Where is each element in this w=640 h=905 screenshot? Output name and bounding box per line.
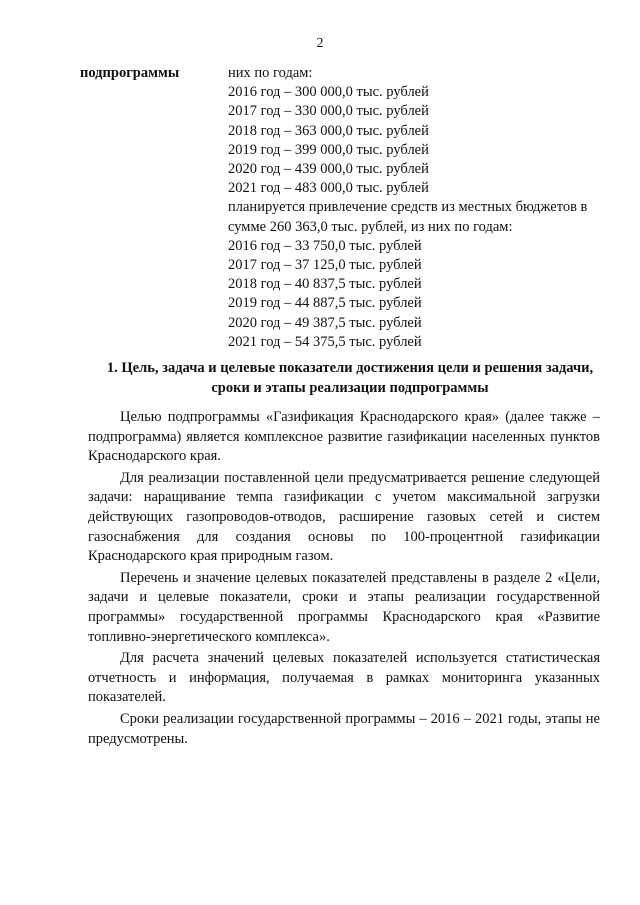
local-funding-line: 2016 год – 33 750,0 тыс. рублей	[228, 237, 422, 254]
regional-funding-line: 2019 год – 399 000,0 тыс. рублей	[228, 141, 429, 158]
paragraph-goal: Целью подпрограммы «Газификация Краснодарского края» (далее также – подпрограмма) является комплексное развитие газификации населенных пунктов Краснодарского края.	[88, 409, 600, 465]
passport-row-values	[228, 64, 610, 352]
regional-funding-line: 2020 год – 439 000,0 тыс. рублей	[228, 161, 429, 178]
regional-funding-line: 2016 год – 300 000,0 тыс. рублей	[228, 84, 429, 101]
section-body	[88, 408, 600, 751]
regional-funding-line: 2018 год – 363 000,0 тыс. рублей	[228, 122, 429, 139]
local-funding-line: 2020 год – 49 387,5 тыс. рублей	[228, 314, 422, 331]
regional-funding-line: 2021 год – 483 000,0 тыс. рублей	[228, 180, 429, 197]
regional-funding-line: 2017 год – 330 000,0 тыс. рублей	[228, 103, 429, 120]
paragraph-indicators: Перечень и значение целевых показателей представлены в разделе 2 «Цели, задачи и целевые показатели, сроки и этапы реализации государственной программы» государственной программы Краснодарского края «Развитие топливно-энергетического комплекса».	[88, 569, 600, 645]
local-funding-line: 2018 год – 40 837,5 тыс. рублей	[228, 276, 422, 293]
section-heading: 1. Цель, задача и целевые показатели достижения цели и решения задачи, сроки и этапы реализации подпрограммы	[106, 360, 594, 396]
paragraph-calculation: Для расчета значений целевых показателей используется статистическая отчетность и информация, получаемая в рамках мониторинга указанных показателей.	[88, 650, 600, 706]
local-funding-line: 2021 год – 54 375,5 тыс. рублей	[228, 333, 422, 350]
page-number: 2	[316, 36, 324, 51]
paragraph-timeline: Сроки реализации государственной программы – 2016 – 2021 годы, этапы не предусмотрены.	[88, 710, 600, 747]
local-funding-line: 2017 год – 37 125,0 тыс. рублей	[228, 257, 422, 274]
regional-funding-line: них по годам:	[228, 65, 313, 81]
local-funding-line: 2019 год – 44 887,5 тыс. рублей	[228, 295, 422, 312]
passport-row-label: подпрограммы	[80, 65, 180, 81]
paragraph-task: Для реализации поставленной цели предусматривается решение следующей задачи: наращивание темпа газификации с учетом максимальной загрузки действующих газопроводов-отводов, расширение газовых сетей и систем газоснабжения для создания основы по 100-процентной газификации Краснодарского края природным газом.	[88, 469, 600, 565]
local-funding-intro: планируется привлечение средств из местных бюджетов в сумме 260 363,0 тыс. рублей, из них по годам:	[228, 199, 588, 235]
